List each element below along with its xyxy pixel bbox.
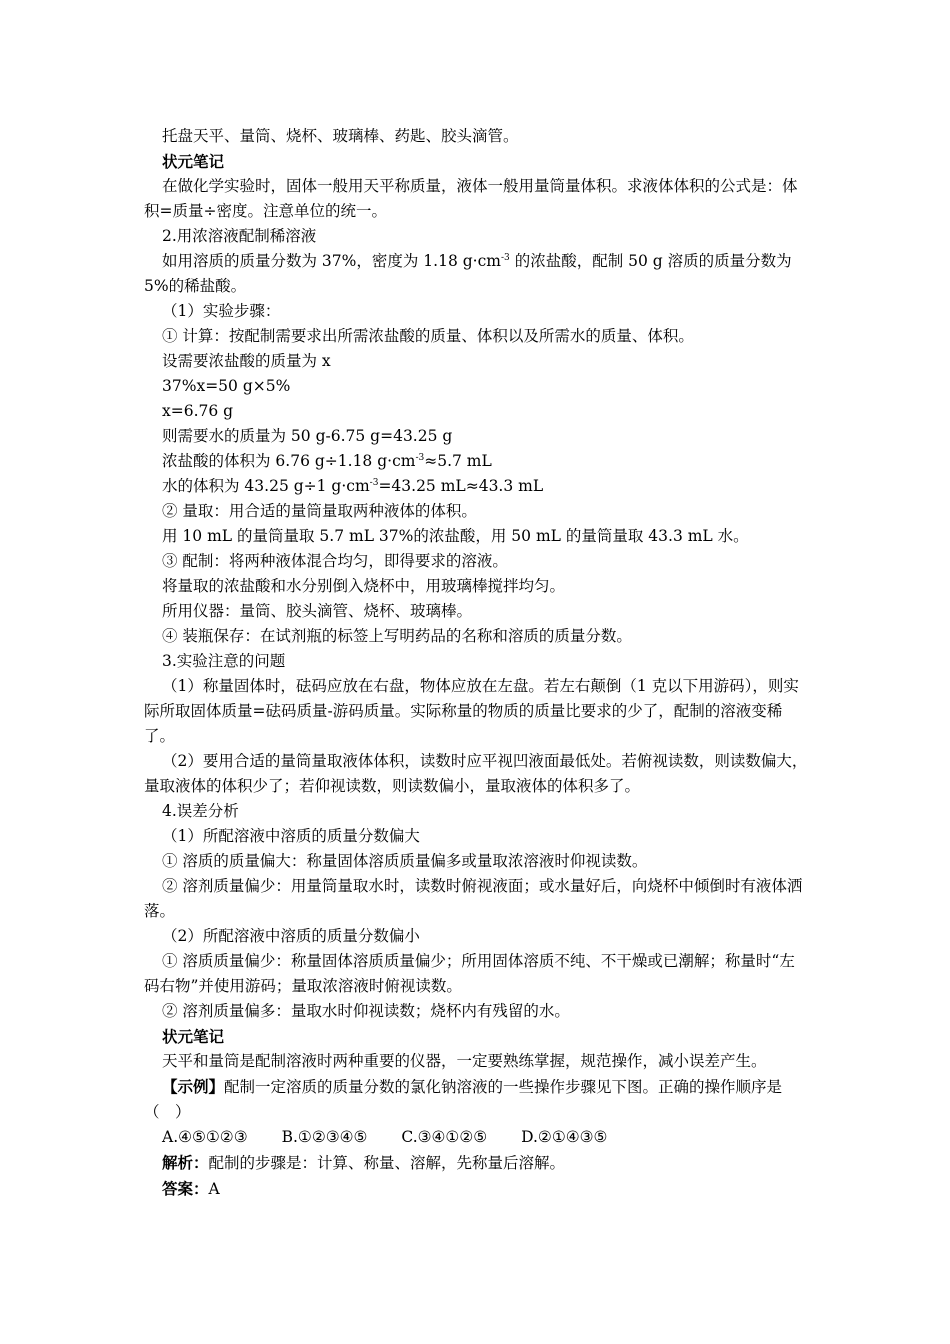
example-question: 【示例】配制一定溶质的质量分数的氯化钠溶液的一些操作步骤见下图。正确的操作顺序是（ ） xyxy=(144,1077,783,1121)
example-paragraph: 如用溶质的质量分数为 37%，密度为 1.18 $g\cdot cm^{-3}$ 的浓盐酸，配制 50 g 溶质的质量分数为 5%的稀盐酸。 xyxy=(144,252,792,295)
error-item: ① 溶质质量偏少：称量固体溶质质量偏少；所用固体溶质不纯、不干燥或已潮解；称量时“左码右物”并使用游码；量取浓溶液时俯视读数。 xyxy=(144,952,795,995)
instruments-used: 所用仪器：量筒、胶头滴管、烧杯、玻璃棒。 xyxy=(162,602,473,620)
analysis: 解析：配制的步骤是：计算、称量、溶解，先称量后溶解。 xyxy=(162,1153,566,1172)
section-title: 2.用浓溶液配制稀溶液 xyxy=(162,227,317,245)
calc-line: x=6.76 g xyxy=(162,402,234,420)
calc-line: 水的体积为 43.25 g÷1 $g\cdot cm^{-3}=43.25$ mL≈43.3 mL xyxy=(162,477,544,495)
step-calculate: ① 计算：按配制需要求出所需浓盐酸的质量、体积以及所需水的质量、体积。 xyxy=(162,327,694,345)
notice-paragraph: （2）要用合适的量筒量取液体体积，读数时应平视凹液面最低处。若俯视读数，则读数偏大，量取液体的体积少了；若仰视读数，则读数偏小，量取液体的体积多了。 xyxy=(144,752,808,795)
steps-title: （1）实验步骤： xyxy=(162,302,281,320)
option-a: A.④⑤①②③ xyxy=(162,1128,248,1146)
error-item: ① 溶质的质量偏大：称量固体溶质质量偏多或量取浓溶液时仰视读数。 xyxy=(162,852,648,870)
option-b: B.①②③④⑤ xyxy=(281,1128,368,1146)
step-mix-detail: 将量取的浓盐酸和水分别倒入烧杯中，用玻璃棒搅拌均匀。 xyxy=(162,577,566,595)
document-body xyxy=(144,124,809,1202)
calc-line: 则需要水的质量为 50 g-6.75 g=43.25 g xyxy=(162,427,453,445)
calc-line: 浓盐酸的体积为 6.76 g÷1.18 $g\cdot cm^{-3}\approx 5.7$ mL xyxy=(162,452,492,470)
option-d: D.②①④③⑤ xyxy=(521,1128,608,1146)
note-title: 状元笔记 xyxy=(162,1027,225,1046)
error-subtitle: （1）所配溶液中溶质的质量分数偏大 xyxy=(162,827,420,845)
error-item: ② 溶剂质量偏多：量取水时仰视读数；烧杯内有残留的水。 xyxy=(162,1002,570,1020)
note-paragraph: 在做化学实验时，固体一般用天平称质量，液体一般用量筒量体积。求液体体积的公式是：体积=质量÷密度。注意单位的统一。 xyxy=(144,177,798,220)
answer-options xyxy=(144,1125,809,1150)
note-title: 状元笔记 xyxy=(162,152,225,171)
calc-line: 37%x=50 g×5% xyxy=(162,377,291,395)
answer: 答案：A xyxy=(162,1179,220,1198)
step-mix: ③ 配制：将两种液体混合均匀，即得要求的溶液。 xyxy=(162,552,508,570)
option-c: C.③④①②⑤ xyxy=(401,1128,488,1146)
section-title: 4.误差分析 xyxy=(162,802,239,820)
calc-line: 设需要浓盐酸的质量为 x xyxy=(162,352,331,370)
error-subtitle: （2）所配溶液中溶质的质量分数偏小 xyxy=(162,927,420,945)
section-title: 3.实验注意的问题 xyxy=(162,652,286,670)
step-measure: ② 量取：用合适的量筒量取两种液体的体积。 xyxy=(162,502,477,520)
step-bottle: ④ 装瓶保存：在试剂瓶的标签上写明药品的名称和溶质的质量分数。 xyxy=(162,627,632,645)
notice-paragraph: （1）称量固体时，砝码应放在右盘，物体应放在左盘。若左右颠倒（1 克以下用游码），则实际所取固体质量=砝码质量-游码质量。实际称量的物质的质量比要求的少了，配制的溶液变稀了。 xyxy=(144,677,799,745)
step-measure-detail: 用 10 mL 的量筒量取 5.7 mL 37%的浓盐酸，用 50 mL 的量筒量取 43.3 mL 水。 xyxy=(162,527,749,545)
instrument-list-text: 托盘天平、量筒、烧杯、玻璃棒、药匙、胶头滴管。 xyxy=(162,127,519,145)
error-item: ② 溶剂质量偏少：用量筒量取水时，读数时俯视液面；或水量好后，向烧杯中倾倒时有液体洒落。 xyxy=(144,877,803,920)
note-paragraph: 天平和量筒是配制溶液时两种重要的仪器，一定要熟练掌握，规范操作，减小误差产生。 xyxy=(162,1052,767,1070)
